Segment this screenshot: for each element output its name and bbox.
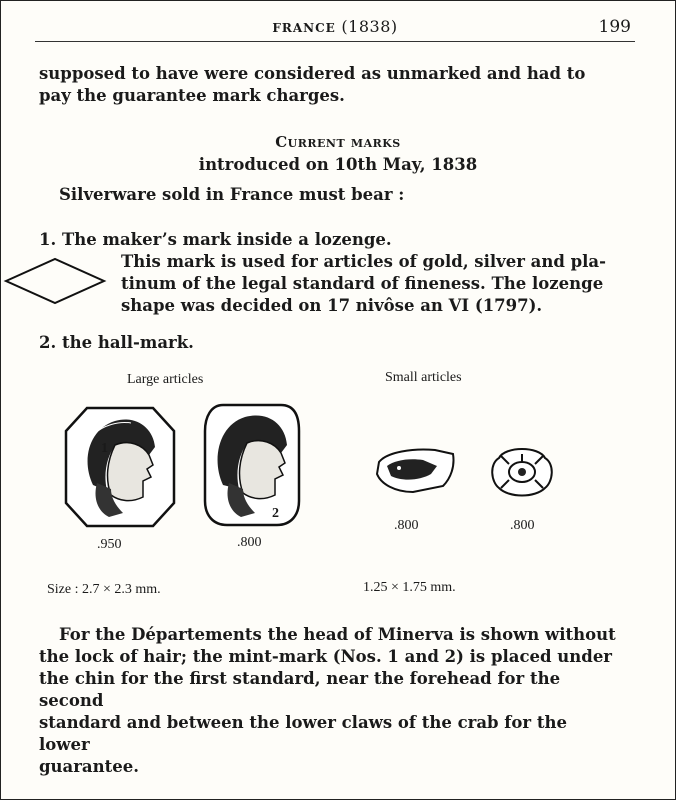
item2-heading: 2. the hall-mark.: [39, 333, 194, 352]
closing-line: guarantee.: [39, 757, 139, 776]
closing-paragraph: [39, 624, 619, 778]
small-mark-2-value: .800: [510, 518, 535, 533]
item1-line: This mark is used for articles of gold, silver and pla-: [121, 252, 606, 271]
small-size-caption: 1.25 × 1.75 mm.: [363, 580, 456, 595]
header-year: (1838): [341, 17, 398, 36]
closing-line: the lock of hair; the mint-mark (Nos. 1 and 2) is placed under: [39, 647, 613, 666]
large-mark-2-value: .800: [237, 535, 262, 550]
closing-line: For the Départements the head of Minerva is shown without: [59, 625, 616, 644]
closing-line: standard and between the lower claws of the crab for the lower: [39, 713, 567, 754]
intro-paragraph: [39, 63, 599, 107]
section-subtitle: introduced on 10th May, 1838: [198, 155, 478, 174]
running-head-title: [35, 17, 635, 36]
crab-icon: [489, 442, 555, 500]
intro-line: pay the guarantee mark charges.: [39, 86, 345, 105]
item1-body: [121, 251, 621, 317]
intro-line: supposed to have were considered as unmarked and had to: [39, 64, 586, 83]
item1-line: shape was decided on 17 nivôse an VI (1797).: [121, 296, 543, 315]
large-size-caption: Size : 2.7 × 2.3 mm.: [47, 582, 161, 597]
minerva-head-oval-icon: [203, 401, 301, 529]
header-country: FRANCE: [272, 21, 336, 35]
item1-heading: 1. The maker’s mark inside a lozenge.: [39, 230, 392, 249]
large-mark-2-numeral: 2: [272, 506, 279, 521]
section-title: Current marks: [275, 133, 401, 151]
small-mark-1-value: .800: [394, 518, 419, 533]
minerva-head-octagon-icon: [63, 405, 177, 529]
small-articles-label: Small articles: [385, 370, 462, 385]
lozenge-icon: [3, 256, 107, 306]
large-articles-label: Large articles: [127, 372, 204, 387]
item1-line: tinum of the legal standard of fineness. The lozenge: [121, 274, 604, 293]
lead-line: Silverware sold in France must bear :: [59, 185, 405, 204]
large-mark-1-numeral: 1: [101, 441, 108, 456]
large-mark-1-value: .950: [97, 537, 122, 552]
running-header: [35, 15, 635, 42]
closing-line: the chin for the first standard, near the forehead for the second: [39, 669, 561, 710]
boar-head-icon: [373, 444, 457, 496]
page-number: 199: [598, 17, 631, 37]
